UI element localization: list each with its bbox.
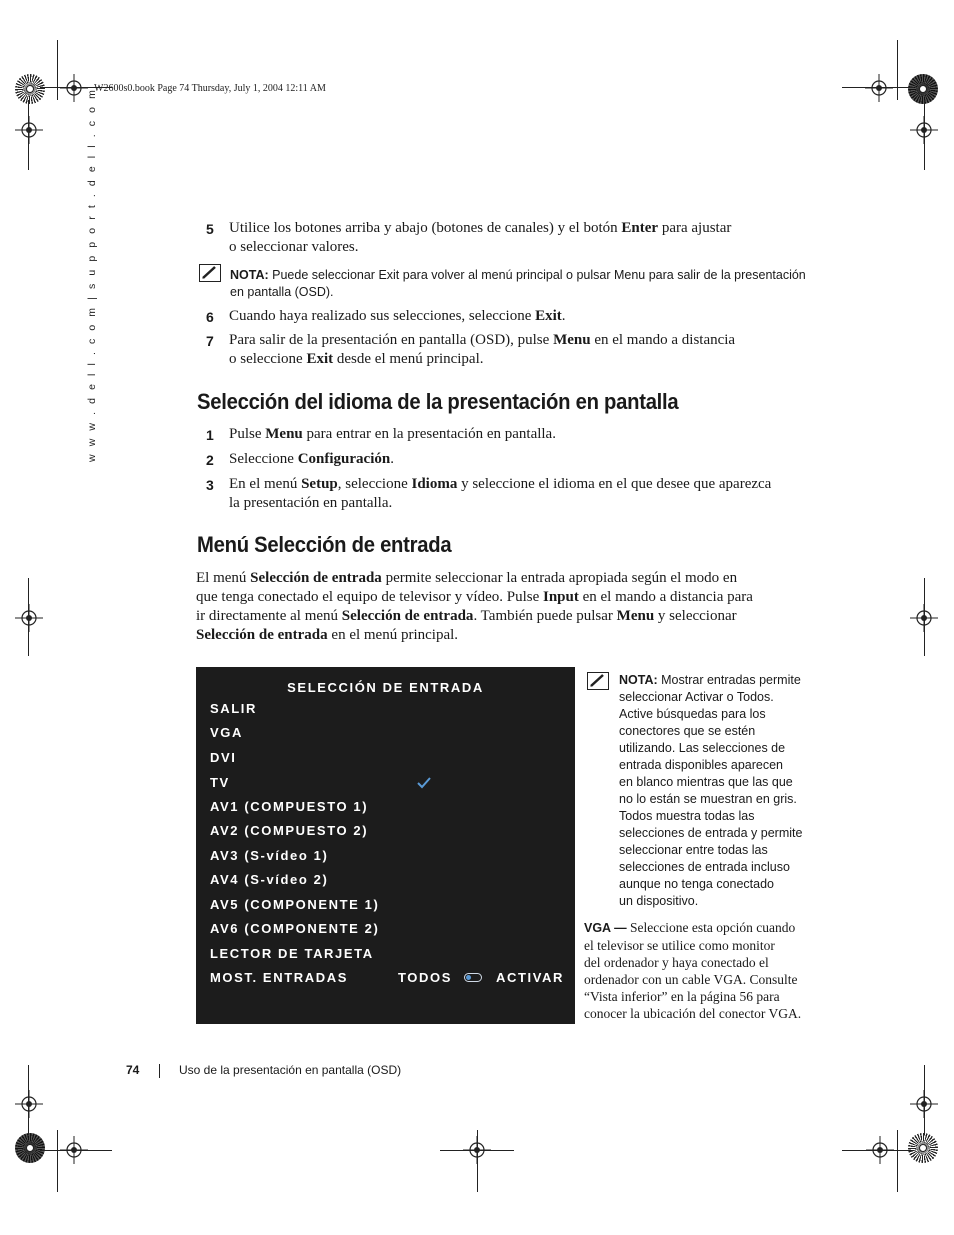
step-text: Pulse Menu para entrar en la presentación en pantalla. [229,426,556,442]
crop-line [28,578,29,656]
osd-item-av6[interactable]: AV6 (COMPONENTE 2) [210,921,380,936]
crop-line [440,1150,514,1151]
crosshair-mark-icon [15,604,43,632]
step-number: 3 [206,477,214,493]
toggle-option-todos[interactable]: TODOS [398,970,452,985]
crop-line [897,40,898,100]
osd-item-dvi[interactable]: DVI [210,750,237,765]
footer-section-title: Uso de la presentación en pantalla (OSD) [179,1063,402,1077]
osd-item-av3[interactable]: AV3 (S-vídeo 1) [210,848,329,863]
checkmark-icon [417,777,431,789]
step-number: 6 [206,309,214,325]
osd-item-av4[interactable]: AV4 (S-vídeo 2) [210,872,329,887]
step-number: 7 [206,333,214,349]
step-text: Cuando haya realizado sus selecciones, seleccione Exit. [229,308,566,324]
crop-line [924,100,925,170]
registration-rosette-icon [908,1133,938,1163]
osd-item-show-inputs[interactable]: MOST. ENTRADAS [210,970,348,985]
crop-line [924,1065,925,1135]
step-text: Seleccione Configuración. [229,451,394,467]
file-info: W2600s0.book Page 74 Thursday, July 1, 2004 12:11 AM [94,83,326,94]
osd-input-selection-screen [196,667,575,1024]
registration-rosette-icon [15,1133,45,1163]
crop-line [28,100,29,170]
note-pencil-icon [199,264,221,282]
registration-rosette-icon [15,74,45,104]
registration-rosette-icon [908,74,938,104]
sidebar-url: w w w . d e l l . c o m | s u p p o r t . d e l l . c o m [86,87,98,462]
osd-item-tv[interactable]: TV [210,775,230,790]
vga-description: VGA — Seleccione esta opción cuando el televisor se utilice como monitor del ordenador y haya conectado el ordenador con un cable VGA. Consulte “Vista inferior” en la página 56 para conocer la ubicación del conector VGA. [584,920,802,1021]
section-heading: Menú Selección de entrada [197,532,452,557]
page-number: 74 [126,1063,140,1077]
toggle-switch-icon[interactable] [464,973,482,982]
osd-item-card-reader[interactable]: LECTOR DE TARJETA [210,946,374,961]
step-number: 5 [206,221,214,237]
note-text: NOTA: Puede seleccionar Exit para volver al menú principal o pulsar Menu para salir de la presentación en pantalla (OSD). [230,268,806,299]
osd-title: SELECCIÓN DE ENTRADA [287,680,484,695]
crop-line [477,1130,478,1192]
crosshair-mark-icon [15,116,43,144]
crosshair-mark-icon [865,74,893,102]
step-text: Utilice los botones arriba y abajo (botones de canales) y el botón Enter para ajustar o seleccionar valores. [229,220,732,255]
crop-line [57,40,58,100]
section-heading: Selección del idioma de la presentación en pantalla [197,389,679,414]
crop-line [924,578,925,656]
osd-item-salir[interactable]: SALIR [210,701,257,716]
step-number: 1 [206,427,214,443]
section-paragraph: El menú Selección de entrada permite seleccionar la entrada apropiada según el modo en que tenga conectado el equipo de televisor y vídeo. Pulse Input en el mando a distancia para ir directamente al menú Selección de entrada. También puede pulsar Menu y seleccionar Selección de entrada en el menú principal. [196,570,753,643]
toggle-option-activar[interactable]: ACTIVAR [496,970,565,985]
osd-item-av5[interactable]: AV5 (COMPONENTE 1) [210,897,380,912]
step-number: 2 [206,452,214,468]
crop-line [897,1130,898,1192]
osd-item-av2[interactable]: AV2 (COMPUESTO 2) [210,823,369,838]
footer-divider [159,1064,160,1078]
step-text: En el menú Setup, seleccione Idioma y seleccione el idioma en el que desee que aparezca la presentación en pantalla. [229,476,772,511]
crosshair-mark-icon [15,1090,43,1118]
note-pencil-icon [587,672,609,690]
crop-line [57,1130,58,1192]
crop-line [40,1150,112,1151]
crop-line [842,1150,914,1151]
step-text: Para salir de la presentación en pantalla (OSD), pulse Menu en el mando a distancia o seleccione Exit desde el menú principal. [229,332,736,367]
osd-item-av1[interactable]: AV1 (COMPUESTO 1) [210,799,369,814]
note-text: NOTA: Mostrar entradas permite seleccionar Activar o Todos. Active búsquedas para los conectores que se estén utilizando. Las selecciones de entrada disponibles aparecen en blanco mientras que las que no lo están se muestran en gris. Todos muestra todas las selecciones de entrada y permite seleccionar entre todas las selecciones de entrada incluso aunque no tenga conectado un dispositivo. [619,673,803,908]
crosshair-mark-icon [60,74,88,102]
crop-line [28,1065,29,1135]
crop-line [842,87,914,88]
osd-item-vga[interactable]: VGA [210,725,243,740]
